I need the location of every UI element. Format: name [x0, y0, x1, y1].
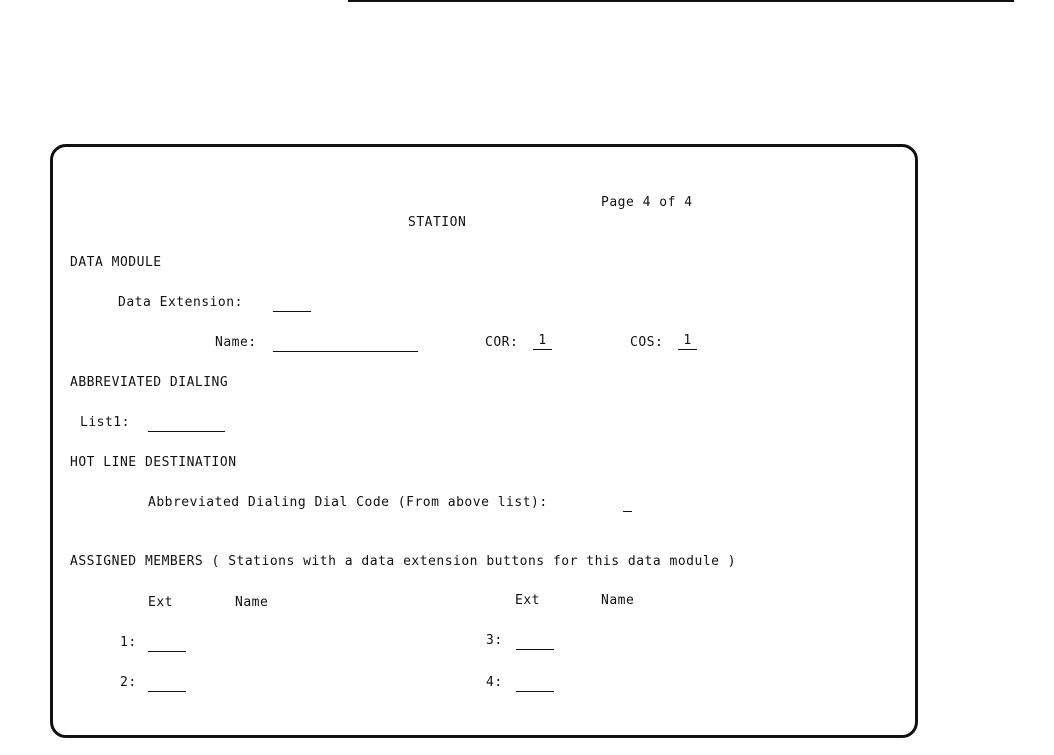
abbreviated-dialing-heading: ABBREVIATED DIALING	[70, 375, 229, 390]
name-label: Name:	[215, 335, 257, 350]
name-field[interactable]	[273, 335, 418, 352]
member-label: 2:	[120, 675, 137, 690]
member-ext-field[interactable]	[148, 675, 186, 692]
data-module-heading: DATA MODULE	[70, 255, 162, 270]
member-label: 3:	[486, 633, 503, 648]
data-extension-field[interactable]	[273, 295, 311, 312]
list1-field[interactable]	[148, 415, 225, 432]
list1-label: List1:	[80, 415, 130, 430]
data-extension-label: Data Extension:	[118, 295, 243, 310]
top-rule	[348, 0, 1014, 2]
member-label: 4:	[486, 675, 503, 690]
cos-field[interactable]: 1	[678, 333, 697, 350]
member-ext-field[interactable]	[516, 675, 554, 692]
member-label: 1:	[120, 635, 137, 650]
page-indicator: Page 4 of 4	[601, 195, 693, 210]
cor-label: COR:	[485, 335, 519, 350]
column-header-name-left: Name	[235, 595, 269, 610]
station-form-screen	[50, 144, 918, 738]
column-header-ext-left: Ext	[148, 595, 173, 610]
form-title: STATION	[408, 215, 467, 230]
dial-code-field[interactable]	[623, 495, 632, 512]
assigned-members-heading: ASSIGNED MEMBERS ( Stations with a data extension buttons for this data module )	[70, 554, 737, 569]
member-ext-field[interactable]	[148, 635, 186, 652]
cos-label: COS:	[630, 335, 664, 350]
hot-line-heading: HOT LINE DESTINATION	[70, 455, 237, 470]
dial-code-label: Abbreviated Dialing Dial Code (From above list):	[148, 495, 548, 510]
member-ext-field[interactable]	[516, 633, 554, 650]
column-header-ext-right: Ext	[515, 593, 540, 608]
cor-field[interactable]: 1	[533, 333, 552, 350]
column-header-name-right: Name	[601, 593, 635, 608]
